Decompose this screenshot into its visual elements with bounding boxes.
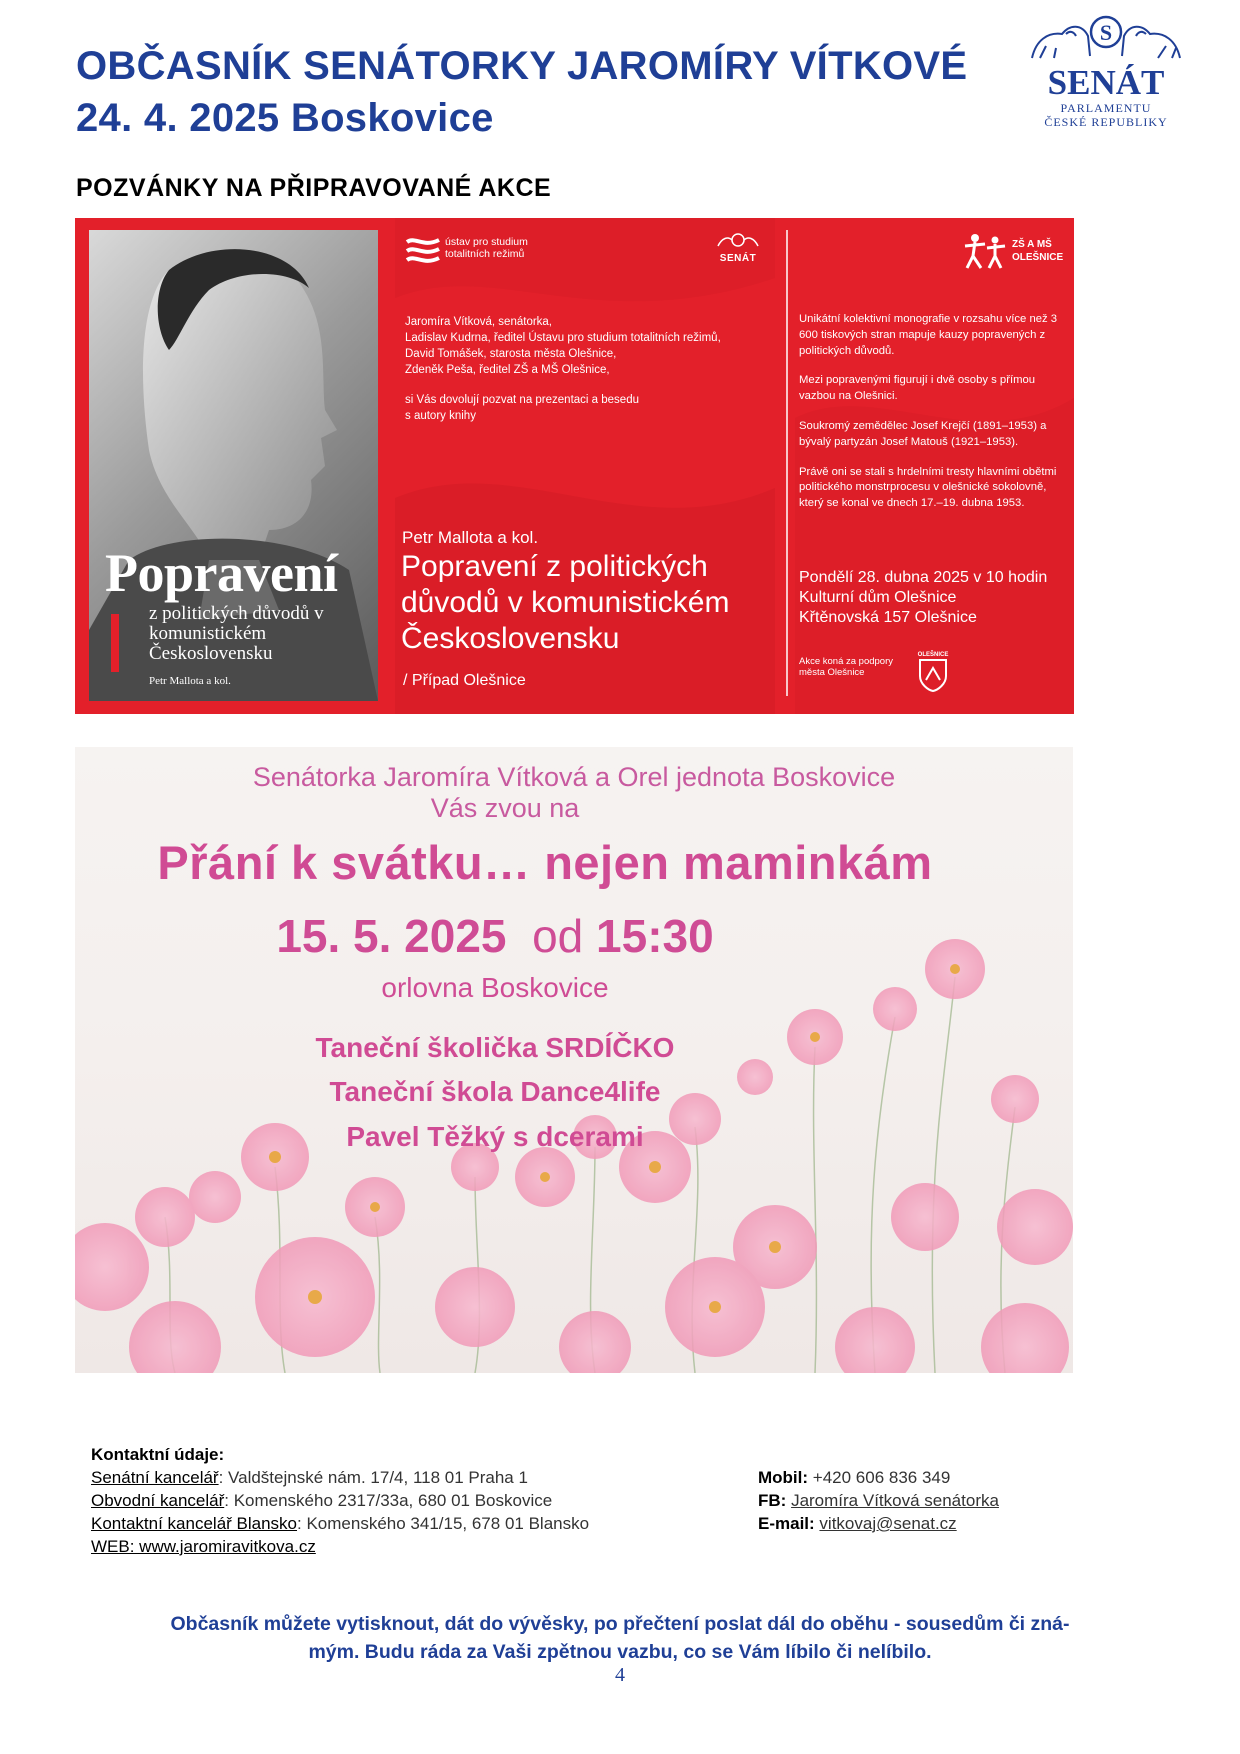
contacts-title: Kontaktní údaje:	[91, 1445, 225, 1464]
footer-note-line2: mým. Budu ráda za Vaši zpětnou vazbu, co se Vám líbilo či nelíbilo.	[308, 1641, 932, 1663]
district-office-link[interactable]: Obvodní kancelář	[91, 1491, 225, 1510]
support-line2: města Olešnice	[799, 667, 865, 678]
performer-item: Taneční školička SRDÍČKO	[315, 1032, 675, 1063]
event-date: 15. 5. 2025	[276, 910, 507, 962]
performer-item: Taneční škola Dance4life	[329, 1076, 661, 1107]
description-paragraph: Unikátní kolektivní monografie v rozsahu více než 3 600 tiskových stran mapuje kauzy popravených z politických důvodů.	[799, 313, 1058, 357]
svg-text:S: S	[1099, 20, 1113, 45]
book-cover-subtitle: z politických důvodů v komunistickém Československu	[149, 603, 324, 664]
senate-mini-label: SENÁT	[719, 253, 757, 264]
mothers-day-flyer	[75, 747, 1073, 1373]
email-label: E-mail:	[758, 1514, 815, 1533]
senate-logo	[1018, 10, 1194, 145]
district-office-row	[91, 1489, 1191, 1512]
page-number: 4	[615, 1664, 625, 1686]
event-details	[799, 568, 1069, 628]
coat-of-arms-icon	[918, 658, 948, 692]
support-note	[799, 656, 919, 678]
mobile-row	[758, 1466, 999, 1489]
senate-office-link[interactable]: Senátní kancelář	[91, 1468, 219, 1487]
book-cover	[89, 230, 378, 701]
senate-office-row	[91, 1466, 1191, 1489]
email-link[interactable]: vitkovaj@senat.cz	[819, 1514, 957, 1533]
mobile-label: Mobil:	[758, 1468, 809, 1487]
invite-host-line: Senátorka Jaromíra Vítková a Orel jednota Boskovice	[252, 762, 896, 792]
mobile-value: +420 606 836 349	[808, 1468, 951, 1487]
newsletter-title: OBČASNÍK SENÁTORKY JAROMÍRY VÍTKOVÉ	[76, 44, 968, 88]
flyer-book-title: Popravení z politických důvodů v komunistickém Československu	[401, 550, 730, 655]
senate-logo-name: SENÁT	[1047, 63, 1165, 102]
book-presentation-flyer	[75, 218, 1074, 714]
event-date-time	[75, 909, 915, 963]
contacts-right-block	[758, 1466, 999, 1535]
description-paragraph: Mezi popravenými figurují i dvě osoby s přímou vazbou na Olešnici.	[799, 374, 1036, 403]
description-paragraph: Soukromý zemědělec Josef Krejčí (1891–1953) a bývalý partyzán Josef Matouš (1921–1953).	[799, 419, 1047, 448]
event-date-time: Pondělí 28. dubna 2025 v 10 hodin	[799, 569, 1048, 586]
invite-line: Vás zvou na	[430, 793, 580, 823]
olesnice-crest	[913, 652, 953, 697]
flyer-book-author: Petr Mallota a kol.	[402, 528, 539, 547]
senate-lions-emblem-icon	[1026, 10, 1186, 65]
ustr-logo-text	[445, 236, 585, 260]
senate-logo-sub2: ČESKÉ REPUBLIKY	[1044, 115, 1168, 129]
fb-link[interactable]: Jaromíra Vítková senátorka	[791, 1491, 999, 1510]
district-office-address: : Komenského 2317/33a, 680 01 Boskovice	[224, 1491, 553, 1510]
ustr-line2: totalitních režimů	[445, 248, 525, 260]
flyer-book-subtitle: / Případ Olešnice	[403, 672, 526, 689]
invitation-line2: s autory knihy	[405, 410, 476, 422]
performer-item: Pavel Těžký s dcerami	[346, 1121, 644, 1152]
inviter-line: Jaromíra Vítková, senátorka,	[405, 316, 553, 328]
footer-note	[60, 1610, 1180, 1666]
book-cover-title: Popravení	[105, 543, 338, 603]
contacts-block	[91, 1443, 1191, 1558]
school-logo-text	[1012, 238, 1062, 264]
web-link[interactable]: WEB: www.jaromiravitkova.cz	[91, 1537, 316, 1556]
event-title: Přání k svátku… nejen maminkám	[157, 836, 933, 889]
web-row	[91, 1535, 1191, 1558]
newsletter-date-place: 24. 4. 2025 Boskovice	[76, 96, 494, 140]
ustr-line1: ústav pro studium	[445, 236, 528, 248]
blansko-office-link[interactable]: Kontaktní kancelář Blansko	[91, 1514, 298, 1533]
inviters-list	[405, 314, 775, 378]
school-line2: OLEŠNICE	[1012, 252, 1064, 263]
book-cover-accent-bar	[111, 614, 119, 672]
support-line1: Akce koná za podpory	[799, 656, 894, 667]
description-paragraph: Právě oni se stali s hrdelními tresty hlavními obětmi politického monstrprocesu v olešnické sokolovně, který se konal ve dnech 17.–19. dubna 1953.	[799, 465, 1057, 510]
school-line1: ZŠ A MŠ	[1012, 239, 1052, 250]
inviter-line: Ladislav Kudrna, ředitel Ústavu pro studium totalitních režimů,	[405, 332, 721, 344]
book-cover-author: Petr Mallota a kol.	[149, 675, 231, 687]
section-heading: POZVÁNKY NA PŘIPRAVOVANÉ AKCE	[76, 174, 552, 202]
blansko-office-address: : Komenského 341/15, 678 01 Blansko	[297, 1514, 590, 1533]
senate-logo-sub1: PARLAMENTU	[1060, 101, 1152, 115]
senate-mini-emblem-icon	[716, 232, 760, 248]
fb-row	[758, 1489, 999, 1512]
inviter-line: Zdeněk Peša, ředitel ZŠ a MŠ Olešnice,	[405, 364, 610, 376]
blansko-office-row	[91, 1512, 1191, 1535]
inviter-line: David Tomášek, starosta města Olešnice,	[405, 348, 617, 360]
senate-office-address: : Valdštejnské nám. 17/4, 118 01 Praha 1	[218, 1468, 528, 1487]
ustr-logo-icon	[405, 236, 441, 266]
event-time-prefix: od	[532, 910, 584, 962]
book-description	[799, 312, 1069, 526]
senate-mini-logo	[713, 232, 763, 264]
email-row	[758, 1512, 999, 1535]
event-address: Křtěnovská 157 Olešnice	[799, 609, 977, 626]
event-venue: Kulturní dům Olešnice	[799, 589, 957, 606]
invitation-line1: si Vás dovolují pozvat na prezentaci a besedu	[405, 394, 639, 406]
fb-label: FB:	[758, 1491, 787, 1510]
flyer-divider	[786, 230, 788, 696]
crest-label: OLEŠNICE	[917, 652, 949, 658]
event-time: 15:30	[596, 910, 714, 962]
footer-note-line1: Občasník můžete vytisknout, dát do vývěsky, po přečtení poslat dál do oběhu - sousedům či zná-	[170, 1613, 1070, 1635]
event-place: orlovna Boskovice	[381, 972, 609, 1003]
school-logo-icon	[963, 230, 1009, 270]
invitation-text	[405, 392, 705, 424]
